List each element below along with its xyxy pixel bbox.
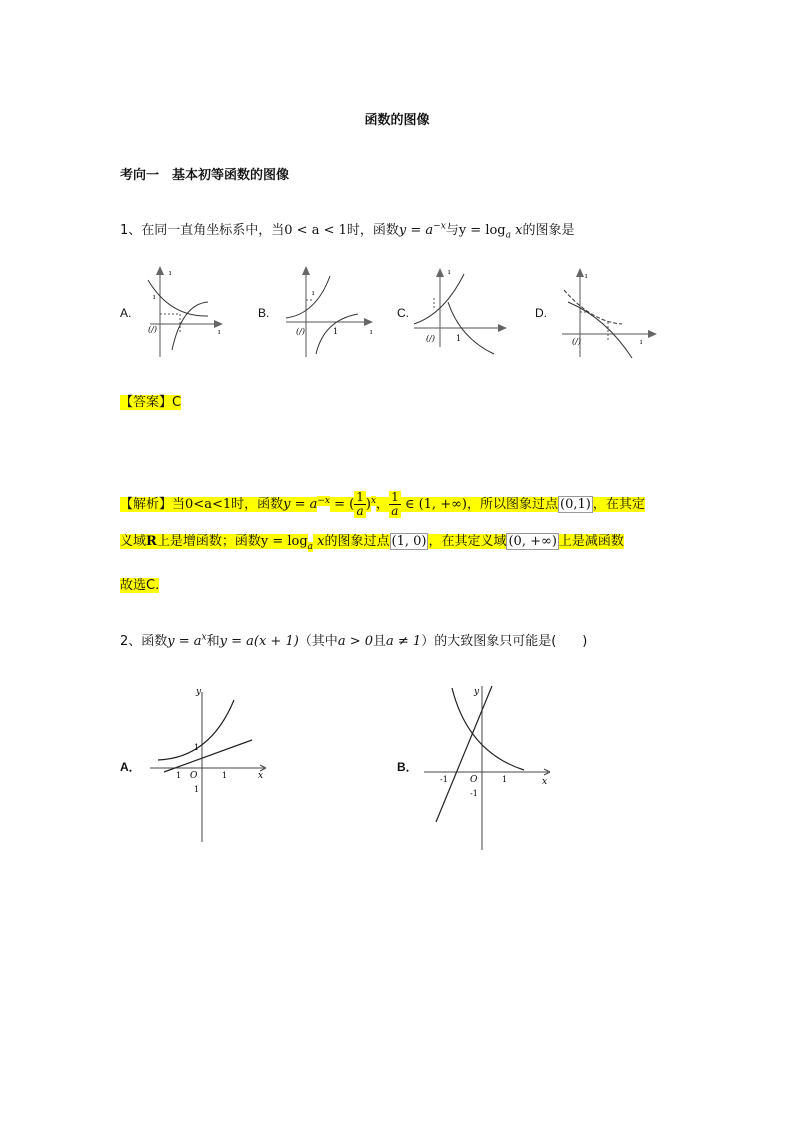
q1-prefix: 1、在同一直角坐标系中，当 bbox=[120, 223, 285, 238]
q2-graph-b bbox=[420, 682, 560, 854]
analysis-fraction bbox=[354, 491, 366, 518]
q1-and: 与 bbox=[445, 223, 459, 238]
graph-c-y-label: ı bbox=[448, 268, 451, 276]
q1-function-2: y = log bbox=[458, 223, 506, 238]
analysis-text-2: 时，函数 bbox=[231, 497, 284, 513]
q2-condition-1: a > 0 bbox=[337, 634, 373, 649]
analysis-function-2-var: x bbox=[313, 534, 325, 549]
q1-graph-d bbox=[552, 262, 662, 362]
q2-cond-open: （其中 bbox=[298, 634, 338, 649]
analysis-text-3: ，所以图象过点 bbox=[467, 497, 559, 513]
q2-graph-a bbox=[144, 682, 274, 847]
q2-graph-a-y-label: y bbox=[196, 687, 202, 697]
analysis-point-2: (1, 0) bbox=[391, 534, 427, 549]
analysis-line-3 bbox=[120, 574, 159, 593]
answer-label: 【答案】 bbox=[120, 395, 173, 410]
analysis-reals: R bbox=[146, 534, 157, 549]
graph-c-origin: (/) bbox=[426, 334, 435, 343]
analysis-text-4: ，在其定 bbox=[592, 497, 645, 513]
graph-c-one: 1 bbox=[456, 334, 462, 343]
q2-option-b-label: B． bbox=[397, 760, 418, 774]
analysis-label: 【解析】 bbox=[120, 497, 173, 513]
analysis-interval-2: (0, +∞) bbox=[508, 534, 557, 549]
graph-a-y-label: ı bbox=[169, 269, 172, 277]
graph-d-x-label: ı bbox=[640, 338, 643, 346]
graph-d-y-label: ı bbox=[585, 272, 588, 280]
analysis-close-paren: ) bbox=[365, 497, 371, 513]
graph-b-x-label: ı bbox=[370, 328, 373, 336]
question-2-text bbox=[120, 630, 587, 649]
q2-graph-b-x-label: x bbox=[542, 777, 548, 787]
analysis-line-1 bbox=[120, 483, 645, 519]
analysis-point-1: (0,1) bbox=[560, 497, 591, 513]
page-title: 函数的图像 bbox=[364, 113, 430, 128]
q2-cond-and: 且 bbox=[373, 634, 387, 649]
q1-graph-c bbox=[410, 262, 520, 362]
q2-graph-a-origin: O bbox=[190, 771, 198, 781]
q2-function-1-exp: x bbox=[201, 632, 207, 643]
q2-and: 和 bbox=[206, 634, 220, 649]
q2-graph-a-y-one: 1 bbox=[194, 743, 200, 752]
q1-condition: 0 < a < 1 bbox=[284, 223, 347, 238]
analysis-comma: ， bbox=[376, 497, 390, 513]
analysis-text-7: 的图象过点 bbox=[324, 534, 390, 549]
fraction-denominator: a bbox=[356, 504, 364, 519]
analysis-condition: 0<a<1 bbox=[185, 497, 232, 513]
q2-graph-a-x-one: 1 bbox=[222, 771, 228, 780]
answer-line bbox=[120, 391, 181, 410]
q2-graph-a-x-label: x bbox=[258, 771, 264, 781]
q1-function-2-var: x bbox=[511, 223, 523, 238]
question-1-text bbox=[120, 219, 574, 241]
q2-graph-a-x-neg-one: 1 bbox=[176, 771, 182, 780]
graph-a-x-label: ı bbox=[218, 328, 221, 336]
q2-function-2: y = a(x + 1) bbox=[219, 634, 299, 649]
q2-option-a-label: A． bbox=[120, 760, 141, 774]
q1-suffix: 的图象是 bbox=[522, 223, 575, 238]
analysis-function-1: y = a bbox=[283, 497, 318, 513]
q2-graph-b-x-one: 1 bbox=[502, 775, 508, 784]
analysis-text-10: 故选 bbox=[120, 578, 147, 593]
q2-graph-b-x-neg-one: -1 bbox=[440, 775, 448, 784]
analysis-text-6: 上是增函数；函数 bbox=[156, 534, 261, 549]
q2-condition-2: a ≠ 1 bbox=[386, 634, 422, 649]
analysis-line-2 bbox=[120, 530, 624, 554]
analysis-text-5: 义域 bbox=[120, 534, 147, 549]
q2-graph-b-origin: O bbox=[470, 775, 478, 785]
fraction-2-numerator: 1 bbox=[391, 490, 399, 505]
graph-d-origin: (/) bbox=[572, 337, 581, 346]
q1-when: 时，函数 bbox=[346, 223, 399, 238]
q2-prefix: 2、函数 bbox=[120, 634, 168, 649]
analysis-function-2-base: a bbox=[307, 541, 314, 552]
q2-graph-b-y-neg-one: -1 bbox=[470, 789, 478, 798]
graph-b-origin: (/) bbox=[296, 327, 305, 336]
answer-value: C bbox=[172, 395, 182, 410]
analysis-interval-1: (1, +∞) bbox=[418, 497, 467, 513]
q2-function-1: y = a bbox=[167, 634, 202, 649]
q1-function-1-exponent: −x bbox=[433, 221, 446, 232]
q1-function-1: y = a bbox=[398, 223, 434, 238]
graph-a-tick: ı bbox=[153, 293, 156, 301]
q2-graph-b-y-label: y bbox=[474, 687, 480, 697]
fraction-2-denominator: a bbox=[391, 504, 399, 519]
analysis-text-1: 当 bbox=[172, 497, 186, 513]
analysis-fraction-2 bbox=[389, 491, 401, 518]
analysis-in: ∈ bbox=[400, 497, 419, 513]
q1-option-a-label: A. bbox=[120, 306, 132, 320]
q2-suffix: ）的大致图象只可能是( ) bbox=[421, 634, 588, 649]
graph-a-origin: (/) bbox=[148, 325, 157, 334]
q2-graph-a-y-neg-one: 1 bbox=[194, 785, 200, 794]
q1-option-d-label: D. bbox=[535, 306, 547, 320]
q1-graph-b bbox=[272, 262, 382, 362]
analysis-function-2: y = log bbox=[260, 534, 308, 549]
q1-function-2-base: a bbox=[505, 230, 511, 241]
analysis-close-exp: x bbox=[370, 496, 377, 506]
section-heading: 考向一 基本初等函数的图像 bbox=[120, 168, 290, 183]
q1-option-b-label: B. bbox=[258, 306, 270, 320]
q1-graph-a bbox=[134, 262, 234, 362]
analysis-eq: = ( bbox=[330, 497, 355, 513]
analysis-function-1-exp: −x bbox=[317, 496, 331, 506]
analysis-text-8: ，在其定义域 bbox=[428, 534, 507, 549]
fraction-numerator: 1 bbox=[356, 490, 364, 505]
q1-option-c-label: C. bbox=[397, 306, 409, 320]
analysis-text-9: 上是减函数 bbox=[558, 534, 624, 549]
graph-b-one: 1 bbox=[333, 327, 339, 336]
analysis-choice: C. bbox=[146, 578, 160, 593]
graph-b-tick: ı bbox=[312, 289, 315, 297]
